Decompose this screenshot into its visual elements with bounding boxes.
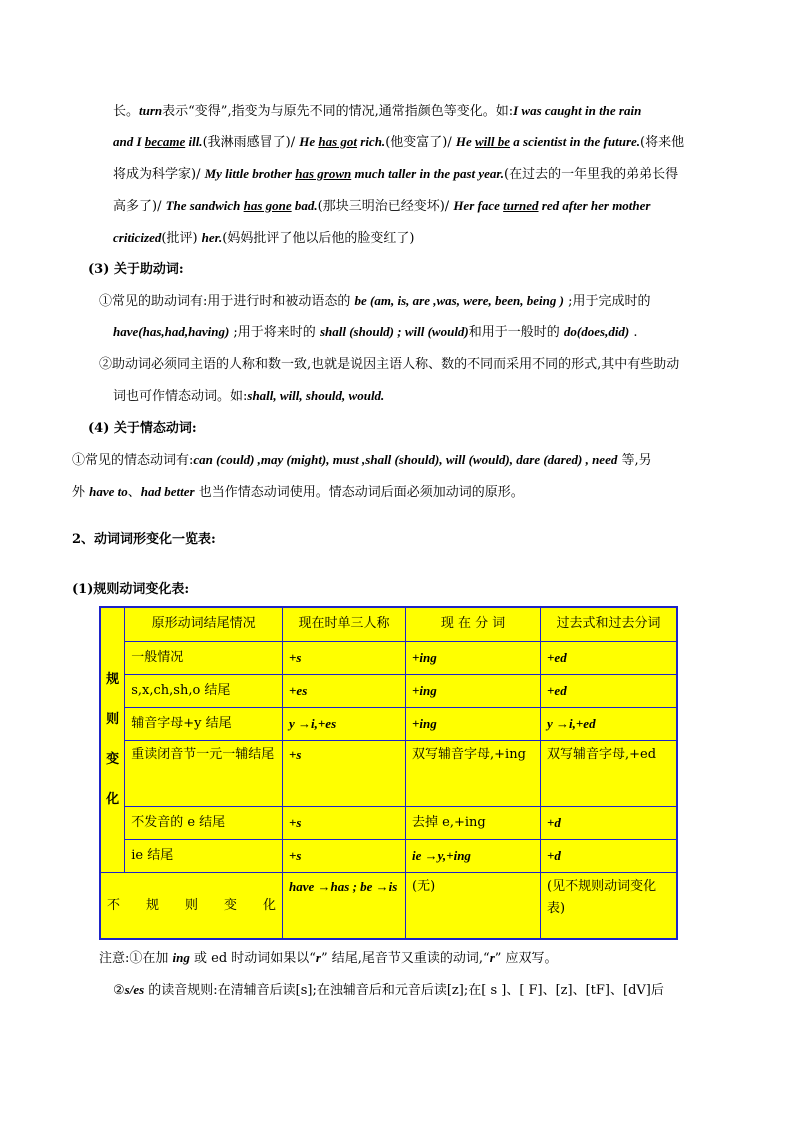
section4-heading: (4) 关于情态动词: <box>88 421 197 436</box>
table-heading: (1)规则动词变化表: <box>72 582 190 597</box>
table-cell: +s <box>283 740 406 806</box>
para1-line1 <box>113 101 641 122</box>
text-en: ing <box>172 950 190 965</box>
table-cell: have →has ; be →is <box>283 873 406 939</box>
text-en: ill. <box>185 134 203 149</box>
sec3-point1-line1 <box>99 291 650 312</box>
irregular-label: 不 规 则 变 化 <box>100 873 283 939</box>
text: 词也可作情态动词。如: <box>113 389 248 404</box>
text: 表示“变得”,指变为与原先不同的情况,通常指颜色等变化。如: <box>162 104 514 119</box>
table-cell: +ed <box>541 674 677 707</box>
table-cell: 辅音字母+y 结尾 <box>125 707 283 740</box>
table-cell: +es <box>283 674 406 707</box>
text-en: can (could) ,may (might), must ,shall (should), will (would), dare (dared) , need <box>193 452 618 467</box>
note-1 <box>99 948 558 969</box>
side-label-regular <box>100 607 125 873</box>
text: (他变富了)/ <box>385 135 456 150</box>
table-cell: +s <box>283 641 406 674</box>
text: 等,另 <box>617 453 652 468</box>
text: 长。 <box>113 104 140 119</box>
text-en: be (am, is, are ,was, were, been, being ) <box>354 293 564 308</box>
table-cell: 重读闭音节一元一辅结尾 <box>125 740 283 806</box>
text-en-underlined: will be <box>474 134 511 149</box>
para1-line5 <box>113 228 414 249</box>
text: . <box>629 325 638 340</box>
table-cell: y →i,+es <box>283 707 406 740</box>
table-cell: 不发音的 e 结尾 <box>125 807 283 840</box>
table-cell: +d <box>541 840 677 873</box>
text-en: r <box>315 950 321 965</box>
table-cell: (见不规则动词变化表) <box>541 873 677 939</box>
text: (妈妈批评了他以后他的脸变红了) <box>222 231 415 246</box>
text-en: I was caught in the rain <box>513 103 642 118</box>
text-en: her. <box>201 230 223 245</box>
table-row <box>100 674 677 707</box>
text: 规 <box>106 672 120 688</box>
table-header-row <box>100 607 677 641</box>
text: 注意:①在加 <box>99 951 173 966</box>
text: ” 应双写。 <box>494 951 558 966</box>
text: 变 <box>106 752 120 768</box>
table-row <box>100 807 677 840</box>
table-cell: +ing <box>406 641 541 674</box>
text-en: My little brother <box>204 166 296 181</box>
text-en-underlined: has got <box>318 134 358 149</box>
text: 和用于一般时的 <box>468 325 564 340</box>
text-en: shall (should) ; will (would) <box>319 324 469 339</box>
text: 则 <box>106 712 120 728</box>
table-cell: y →i,+ed <box>541 707 677 740</box>
section2-heading: 2、动词词形变化一览表: <box>72 532 216 547</box>
column-header: 现 在 分 词 <box>406 607 541 641</box>
text: ;用于将来时的 <box>229 325 320 340</box>
text-en: bad. <box>291 198 318 213</box>
text-en: have(has,had,having) <box>113 324 230 339</box>
table-cell: ie →y,+ing <box>406 840 541 873</box>
table-cell: +ed <box>541 641 677 674</box>
text: 或 ed 时动词如果以“ <box>189 951 316 966</box>
sec3-point2-line1: ②助动词必须同主语的人称和数一致,也就是说因主语人称、数的不同而采用不同的形式,其中有些助动 <box>99 357 680 372</box>
note-2 <box>113 980 664 1001</box>
text-en: r <box>489 950 495 965</box>
sec4-point1-line2 <box>72 482 524 503</box>
text-en: He <box>455 134 475 149</box>
table-cell: 一般情况 <box>125 641 283 674</box>
table-cell: 双写辅音字母,+ing <box>406 740 541 806</box>
text-en: had better <box>140 484 195 499</box>
text: (批评) <box>161 231 202 246</box>
text-en-underlined: has gone <box>243 198 292 213</box>
text-en: The sandwich <box>165 198 244 213</box>
text-en: turn <box>139 103 163 118</box>
text: ①常见的助动词有:用于进行时和被动语态的 <box>99 294 355 309</box>
text-en: criticized <box>113 230 162 245</box>
table-cell: +ing <box>406 707 541 740</box>
column-header: 过去式和过去分词 <box>541 607 677 641</box>
text-en-underlined: became <box>144 134 186 149</box>
text-en: red after her mother <box>538 198 651 213</box>
section3-heading: (3) 关于助动词: <box>88 262 184 277</box>
text: 外 <box>72 485 90 500</box>
text-en: and I <box>113 134 145 149</box>
text-en: Her face <box>453 198 504 213</box>
sec4-point1-line1 <box>72 450 652 471</box>
para1-line3 <box>113 164 678 185</box>
text-en: a scientist in the future. <box>510 134 641 149</box>
sec3-point2-line2 <box>113 386 384 407</box>
text-en-underlined: has grown <box>295 166 352 181</box>
text: 化 <box>106 792 120 808</box>
text-en: s/es <box>124 982 145 997</box>
table-cell: ie 结尾 <box>125 840 283 873</box>
text-en: shall, will, should, would. <box>247 388 385 403</box>
text: ” 结尾,尾音节又重读的动词,“ <box>320 951 490 966</box>
text: (我淋雨感冒了)/ <box>202 135 300 150</box>
table-row <box>100 707 677 740</box>
table-cell: +s <box>283 807 406 840</box>
text: 的读音规则:在清辅音后读[s];在浊辅音后和元音后读[z];在[ s ]、[ F]、[z]、[tF]、[dV]后 <box>144 983 664 998</box>
table-row <box>100 840 677 873</box>
column-header: 原形动词结尾情况 <box>125 607 283 641</box>
table-cell: +s <box>283 840 406 873</box>
table-cell: (无) <box>406 873 541 939</box>
text: (那块三明治已经变坏)/ <box>317 199 454 214</box>
table-cell: +ing <box>406 674 541 707</box>
text: 高多了)/ <box>113 199 166 214</box>
table-row <box>100 740 677 806</box>
text-en: do(does,did) <box>563 324 630 339</box>
regular-verb-table <box>99 606 678 940</box>
table-cell: 双写辅音字母,+ed <box>541 740 677 806</box>
text: 将成为科学家)/ <box>113 167 205 182</box>
table-cell: s,x,ch,sh,o 结尾 <box>125 674 283 707</box>
text: 、 <box>127 485 141 500</box>
text: ② <box>113 983 125 998</box>
para1-line2 <box>113 132 684 153</box>
table-cell: +d <box>541 807 677 840</box>
text-en: have to <box>89 484 128 499</box>
text: ;用于完成时的 <box>563 294 651 309</box>
table-row-irregular <box>100 873 677 939</box>
text: 也当作情态动词使用。情态动词后面必须加动词的原形。 <box>194 485 524 500</box>
text: (将来他 <box>640 135 685 150</box>
text-en: He <box>299 134 319 149</box>
text-en: much taller in the past year. <box>351 166 504 181</box>
column-header: 现在时单三人称 <box>283 607 406 641</box>
text: ①常见的情态动词有: <box>72 453 194 468</box>
para1-line4 <box>113 196 650 217</box>
text: (在过去的一年里我的弟弟长得 <box>504 167 679 182</box>
text-en: rich. <box>357 134 386 149</box>
table-cell: 去掉 e,+ing <box>406 807 541 840</box>
sec3-point1-line2 <box>113 322 638 343</box>
table-row <box>100 641 677 674</box>
text-en-underlined: turned <box>503 198 539 213</box>
